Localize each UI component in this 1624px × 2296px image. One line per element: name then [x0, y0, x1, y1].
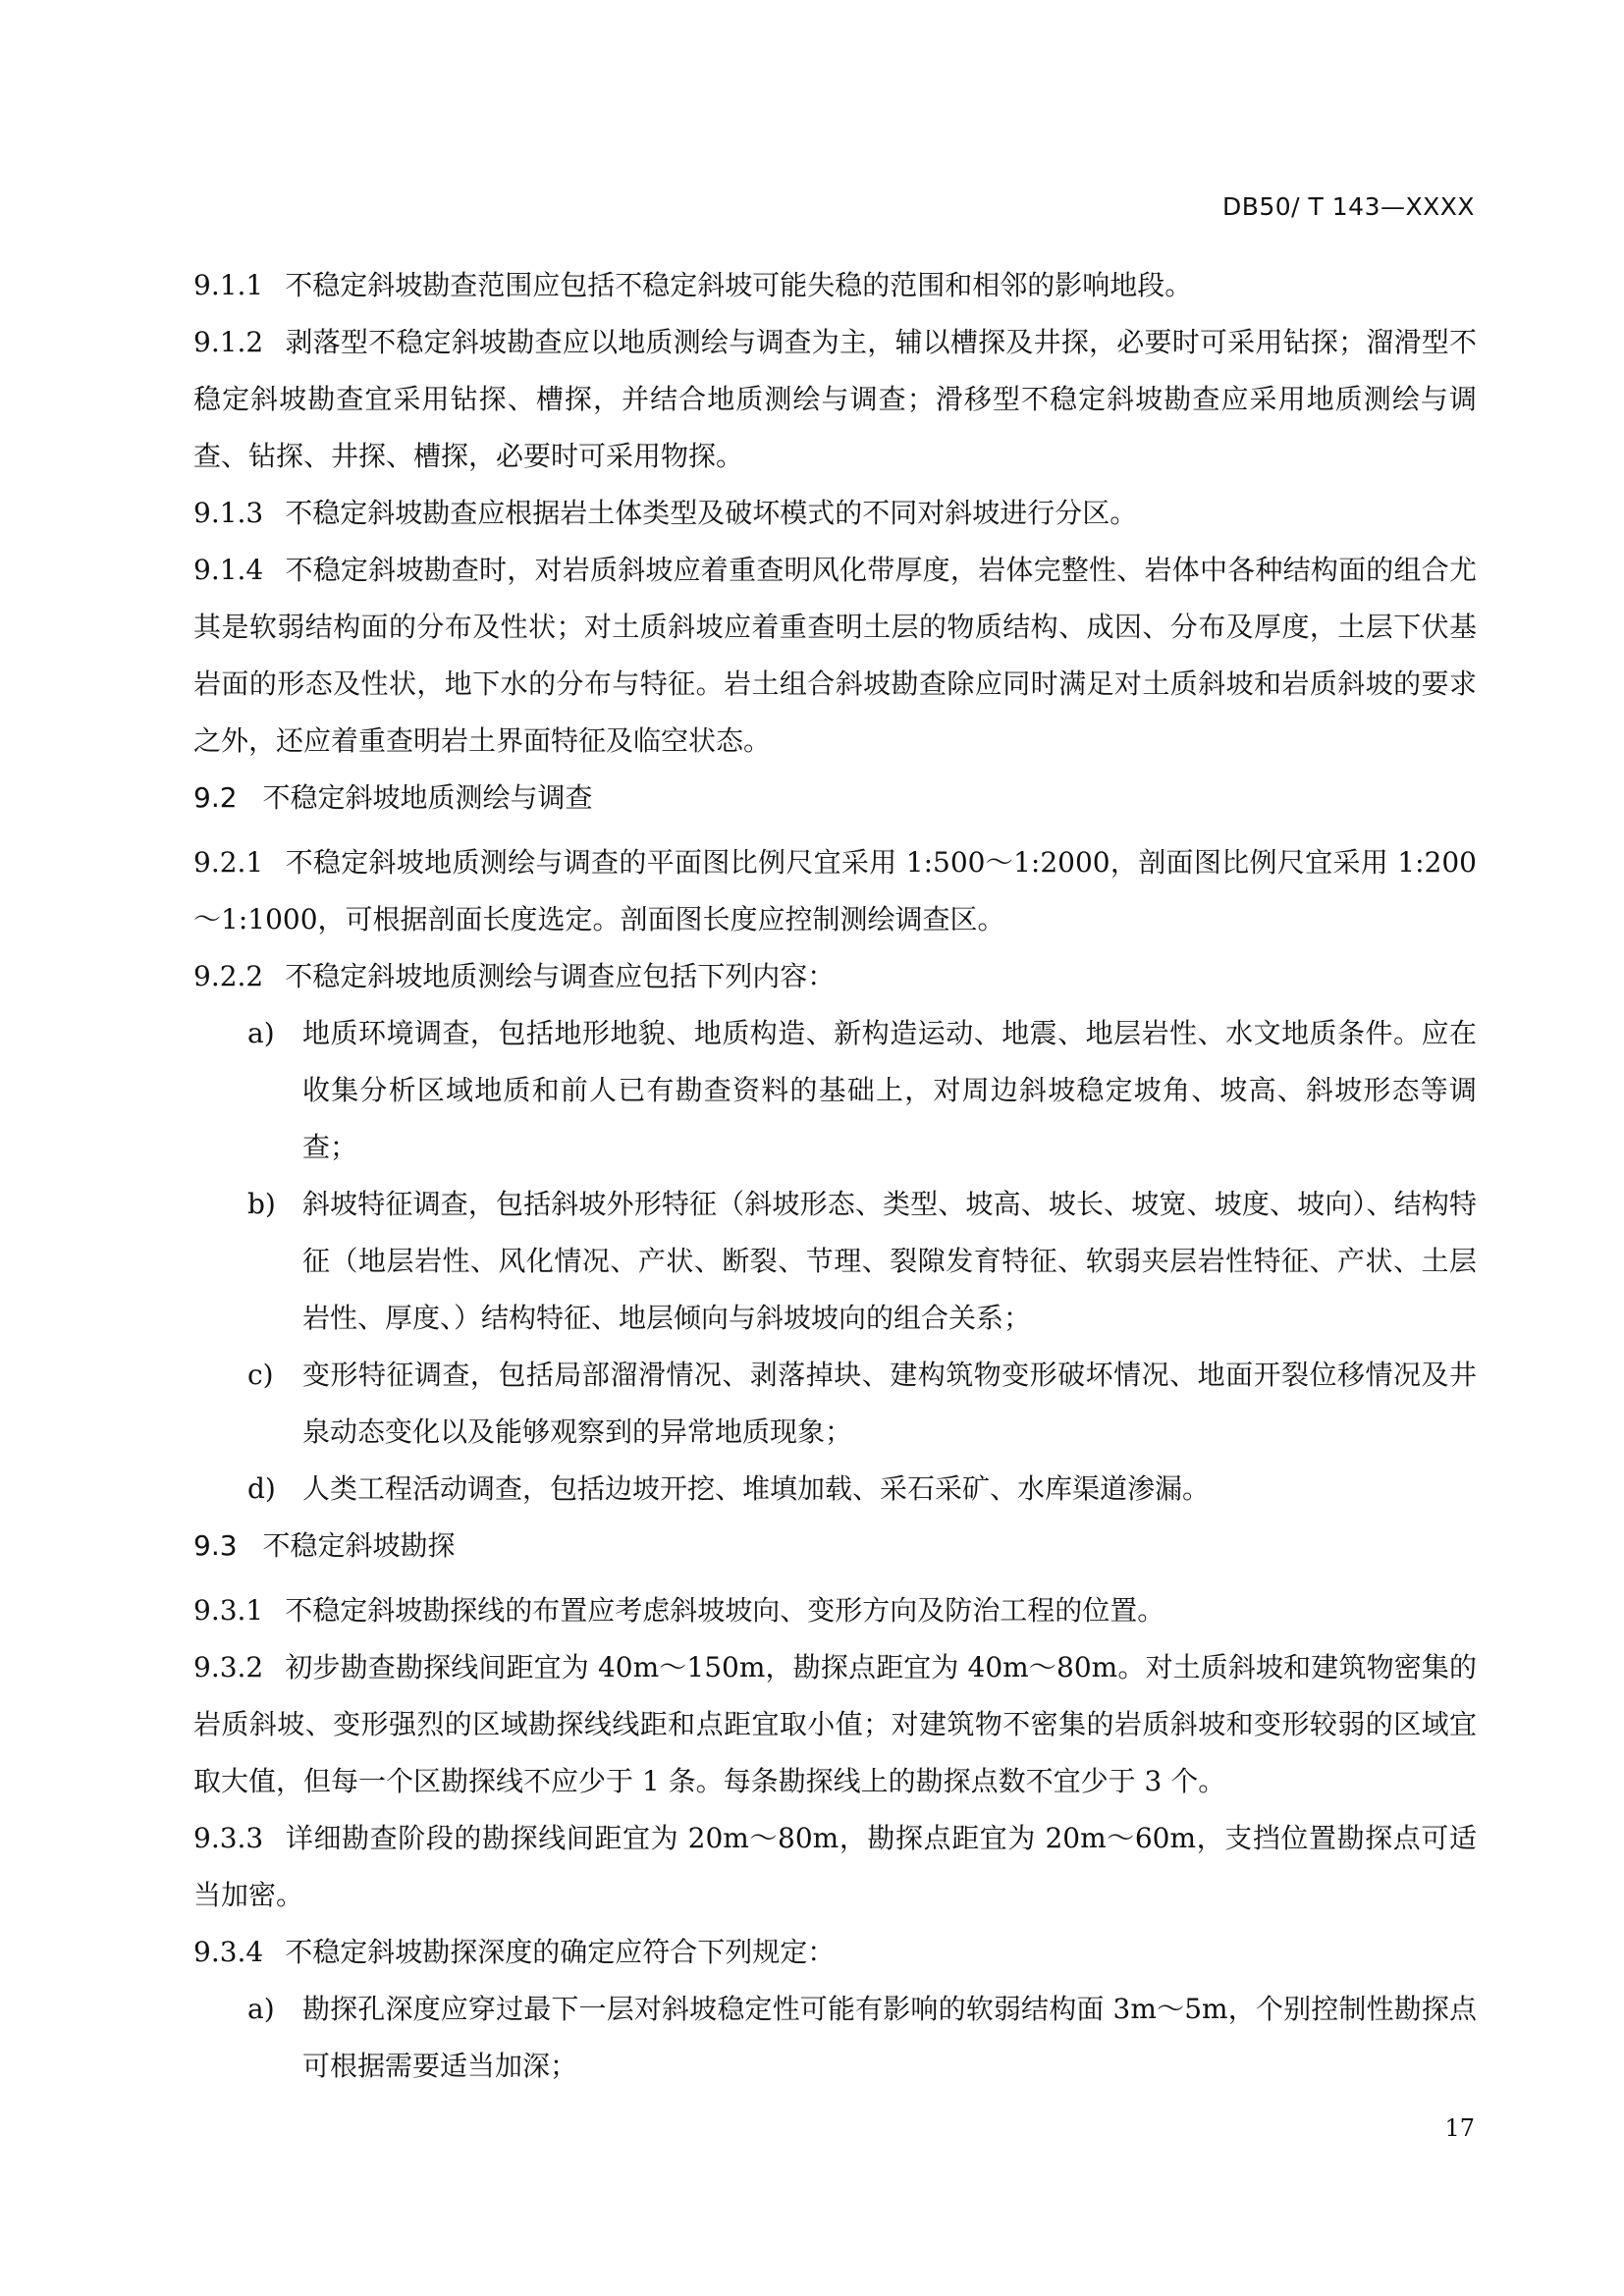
list-text: 人类工程活动调查，包括边坡开挖、堆填加载、采石采矿、水库渠道渗漏。 — [302, 1472, 1211, 1505]
clause-number: 9.3.3 — [193, 1822, 264, 1854]
list-marker: c) — [247, 1359, 274, 1391]
section-title: 不稳定斜坡地质测绘与调查 — [262, 781, 593, 814]
clause-number: 9.1.3 — [193, 497, 264, 529]
section-title: 不稳定斜坡勘探 — [262, 1529, 456, 1562]
list-marker: b) — [247, 1188, 276, 1220]
clause-9-3-2 — [193, 1639, 1477, 1810]
clause-number: 9.2.2 — [193, 960, 264, 992]
clause-text: 剥落型不稳定斜坡勘查应以地质测绘与调查为主，辅以槽探及井探，必要时可采用钻探；溜滑型不稳定斜坡勘查宜采用钻探、槽探，并结合地质测绘与调查；滑移型不稳定斜坡勘查应采用地质测绘与调查、钻探、井探、槽探，必要时可采用物探。 — [193, 326, 1477, 472]
clause-number: 9.2.1 — [193, 846, 264, 879]
clause-9-1-4 — [193, 542, 1477, 770]
page-number: 17 — [1444, 2114, 1475, 2142]
section-number: 9.3 — [193, 1529, 238, 1562]
clause-text: 不稳定斜坡勘查时，对岩质斜坡应着重查明风化带厚度，岩体完整性、岩体中各种结构面的组合尤其是软弱结构面的分布及性状；对土质斜坡应着重查明土层的物质结构、成因、分布及厚度，土层下伏基岩面的形态及性状，地下水的分布与特征。岩土组合斜坡勘查除应同时满足对土质斜坡和岩质斜坡的要求之外，还应着重查明岩土界面特征及临空状态。 — [193, 554, 1477, 757]
clause-number: 9.3.2 — [193, 1651, 264, 1683]
clause-number: 9.1.1 — [193, 269, 264, 301]
clause-text: 不稳定斜坡勘探线的布置应考虑斜坡坡向、变形方向及防治工程的位置。 — [285, 1594, 1165, 1627]
section-number: 9.2 — [193, 781, 238, 814]
clause-9-2-1 — [193, 834, 1477, 948]
clause-text: 不稳定斜坡地质测绘与调查应包括下列内容： — [285, 960, 836, 992]
section-heading-9-2 — [193, 770, 1477, 827]
list-item-d — [247, 1461, 1477, 1518]
clause-9-1-1 — [193, 257, 1477, 314]
clause-9-3-3 — [193, 1810, 1477, 1924]
clause-9-1-3 — [193, 485, 1477, 542]
list-item-c — [247, 1347, 1477, 1461]
clause-9-1-2 — [193, 314, 1477, 485]
clause-number: 9.1.4 — [193, 554, 264, 586]
list-marker: a) — [247, 1017, 275, 1049]
clause-text: 详细勘查阶段的勘探线间距宜为 20m～80m，勘探点距宜为 20m～60m，支挡位置勘探点可适当加密。 — [193, 1822, 1477, 1911]
list-text: 勘探孔深度应穿过最下一层对斜坡稳定性可能有影响的软弱结构面 3m～5m，个别控制性勘探点可根据需要适当加深； — [302, 1993, 1477, 2082]
clause-number: 9.1.2 — [193, 326, 264, 358]
list-item-b — [247, 1176, 1477, 1347]
clause-text: 不稳定斜坡勘探深度的确定应符合下列规定： — [285, 1936, 836, 1968]
list-marker: d) — [247, 1472, 276, 1505]
list-text: 斜坡特征调查，包括斜坡外形特征（斜坡形态、类型、坡高、坡长、坡宽、坡度、坡向）、结构特征（地层岩性、风化情况、产状、断裂、节理、裂隙发育特征、软弱夹层岩性特征、产状、土层岩性、厚度、）结构特征、地层倾向与斜坡坡向的组合关系； — [302, 1188, 1477, 1334]
list-text: 地质环境调查，包括地形地貌、地质构造、新构造运动、地震、地层岩性、水文地质条件。应在收集分析区域地质和前人已有勘查资料的基础上，对周边斜坡稳定坡角、坡高、斜坡形态等调查； — [302, 1017, 1477, 1163]
clause-9-2-2 — [193, 948, 1477, 1005]
list-item-a — [247, 1981, 1477, 2095]
list-text: 变形特征调查，包括局部溜滑情况、剥落掉块、建构筑物变形破坏情况、地面开裂位移情况及井泉动态变化以及能够观察到的异常地质现象； — [302, 1359, 1477, 1448]
clause-9-3-1 — [193, 1582, 1477, 1639]
list-item-a — [247, 1005, 1477, 1176]
clause-text: 不稳定斜坡勘查范围应包括不稳定斜坡可能失稳的范围和相邻的影响地段。 — [285, 269, 1193, 301]
clause-text: 初步勘查勘探线间距宜为 40m～150m，勘探点距宜为 40m～80m。对土质斜坡和建筑物密集的岩质斜坡、变形强烈的区域勘探线线距和点距宜取小值；对建筑物不密集的岩质斜坡和变形较弱的区域宜取大值，但每一个区勘探线不应少于 1 条。每条勘探线上的勘探点数不宜少于 3 个。 — [193, 1651, 1477, 1797]
list-marker: a) — [247, 1993, 275, 2025]
section-heading-9-3 — [193, 1518, 1477, 1575]
clause-number: 9.3.1 — [193, 1594, 264, 1627]
document-body — [193, 257, 1477, 2095]
clause-9-3-4 — [193, 1924, 1477, 1981]
document-code-header: DB50/ T 143—XXXX — [1221, 192, 1475, 221]
clause-text: 不稳定斜坡地质测绘与调查的平面图比例尺宜采用 1:500～1:2000，剖面图比例尺宜采用 1:200～1:1000，可根据剖面长度选定。剖面图长度应控制测绘调查区。 — [193, 846, 1477, 935]
clause-number: 9.3.4 — [193, 1936, 264, 1968]
clause-text: 不稳定斜坡勘查应根据岩土体类型及破坏模式的不同对斜坡进行分区。 — [285, 497, 1138, 529]
